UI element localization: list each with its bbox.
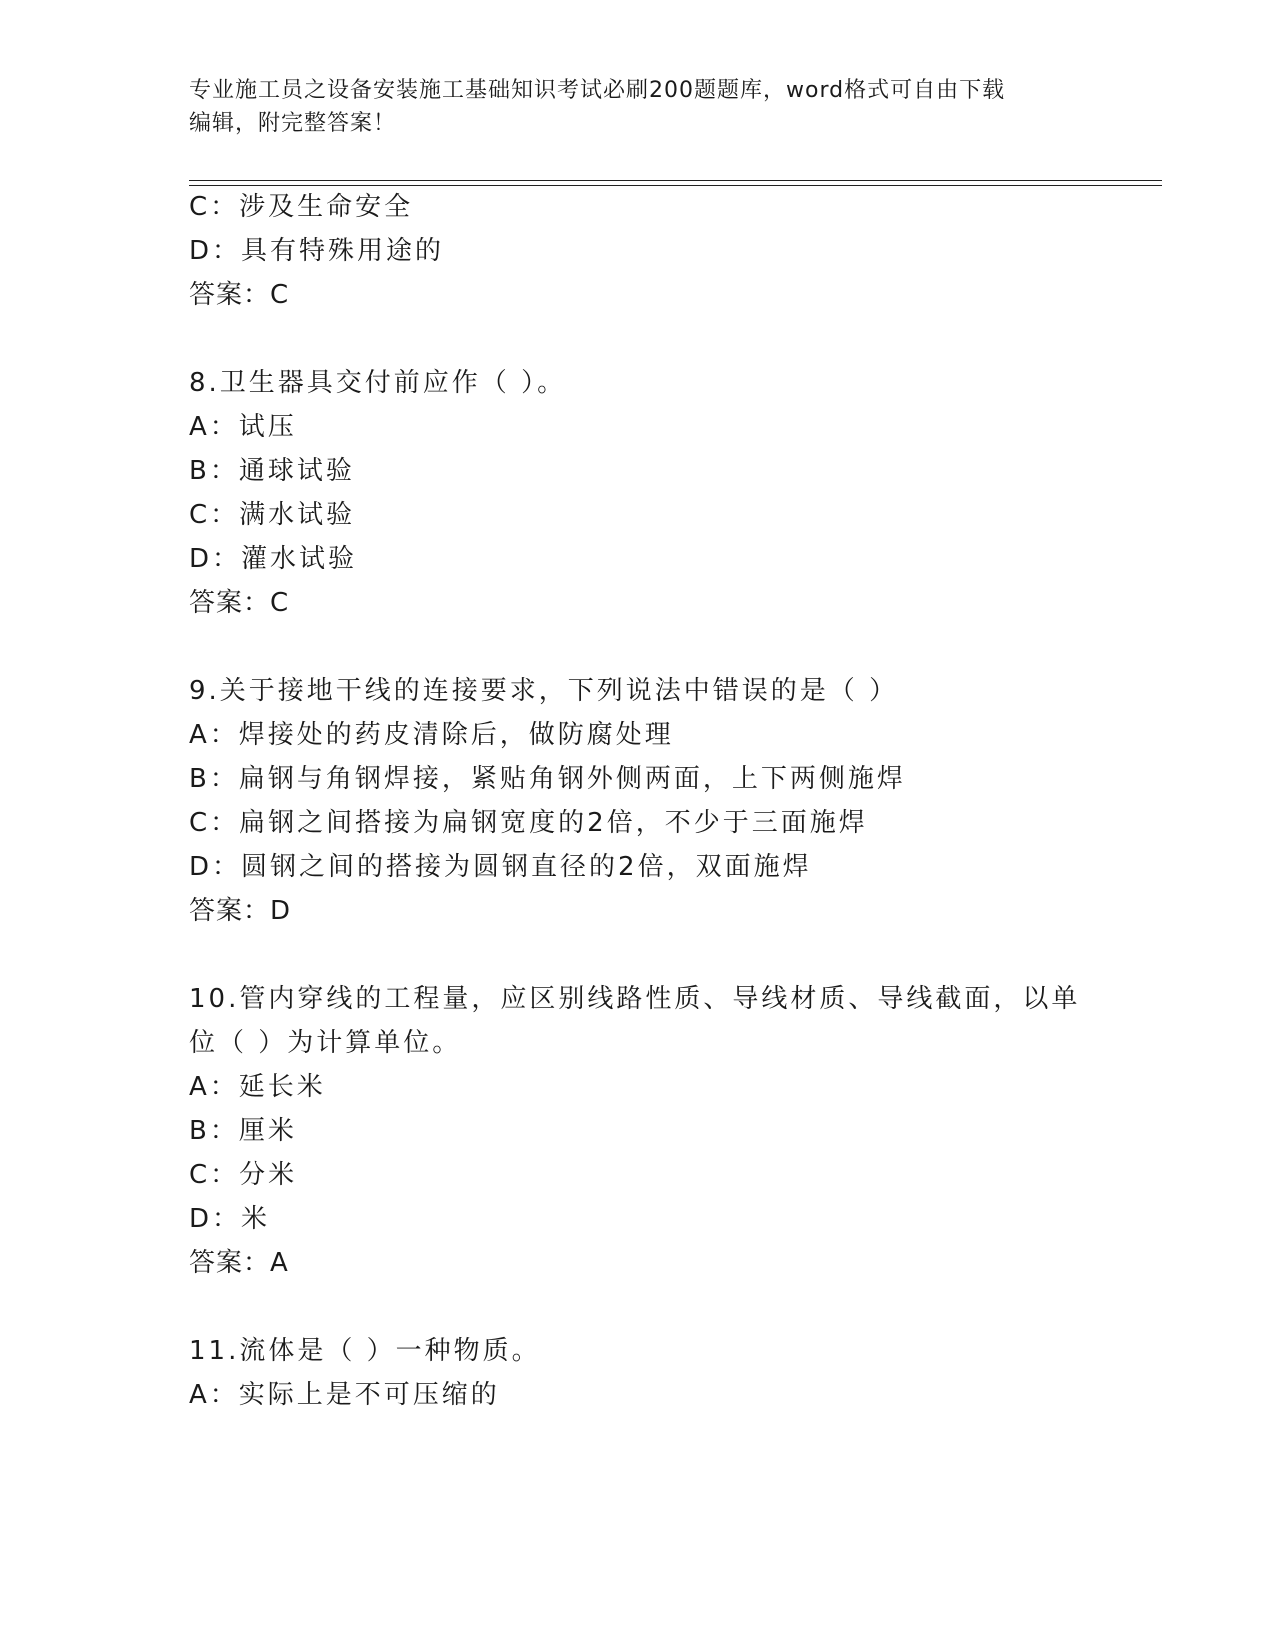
option-d: D：具有特殊用途的 xyxy=(189,236,445,266)
option-a: A：实际上是不可压缩的 xyxy=(189,1380,500,1410)
question-9: 9.关于接地干线的连接要求，下列说法中错误的是（ ） xyxy=(189,676,899,706)
option-a: A：延长米 xyxy=(189,1072,326,1102)
answer-line: 答案：C xyxy=(189,588,290,618)
answer-line: 答案：D xyxy=(189,896,292,926)
option-b: B：扁钢与角钢焊接，紧贴角钢外侧两面，上下两侧施焊 xyxy=(189,764,906,794)
header-divider-top xyxy=(189,180,1162,181)
option-a: A：焊接处的药皮清除后，做防腐处理 xyxy=(189,720,674,750)
option-c: C：分米 xyxy=(189,1160,298,1190)
answer-line: 答案：C xyxy=(189,280,290,310)
option-b: B：厘米 xyxy=(189,1116,297,1146)
header-divider-bottom xyxy=(189,185,1162,186)
option-d: D：米 xyxy=(189,1204,271,1234)
question-10: 10.管内穿线的工程量，应区别线路性质、导线材质、导线截面，以单 xyxy=(189,984,1081,1014)
header-line-2: 编辑，附完整答案！ xyxy=(189,111,397,136)
option-c: C：涉及生命安全 xyxy=(189,192,414,222)
option-d: D：圆钢之间的搭接为圆钢直径的2倍，双面施焊 xyxy=(189,852,812,882)
option-a: A：试压 xyxy=(189,412,297,442)
option-b: B：通球试验 xyxy=(189,456,355,486)
question-8: 8.卫生器具交付前应作（ ）。 xyxy=(189,368,567,398)
answer-line: 答案：A xyxy=(189,1248,289,1278)
option-c: C：扁钢之间搭接为扁钢宽度的2倍，不少于三面施焊 xyxy=(189,808,868,838)
document-header xyxy=(189,74,1089,140)
option-c: C：满水试验 xyxy=(189,500,356,530)
option-d: D：灌水试验 xyxy=(189,544,358,574)
question-11: 11.流体是（ ）一种物质。 xyxy=(189,1336,541,1366)
header-line-1: 专业施工员之设备安装施工基础知识考试必刷200题题库，word格式可自由下载 xyxy=(189,78,1006,103)
question-10-continued: 位（ ）为计算单位。 xyxy=(189,1028,462,1058)
